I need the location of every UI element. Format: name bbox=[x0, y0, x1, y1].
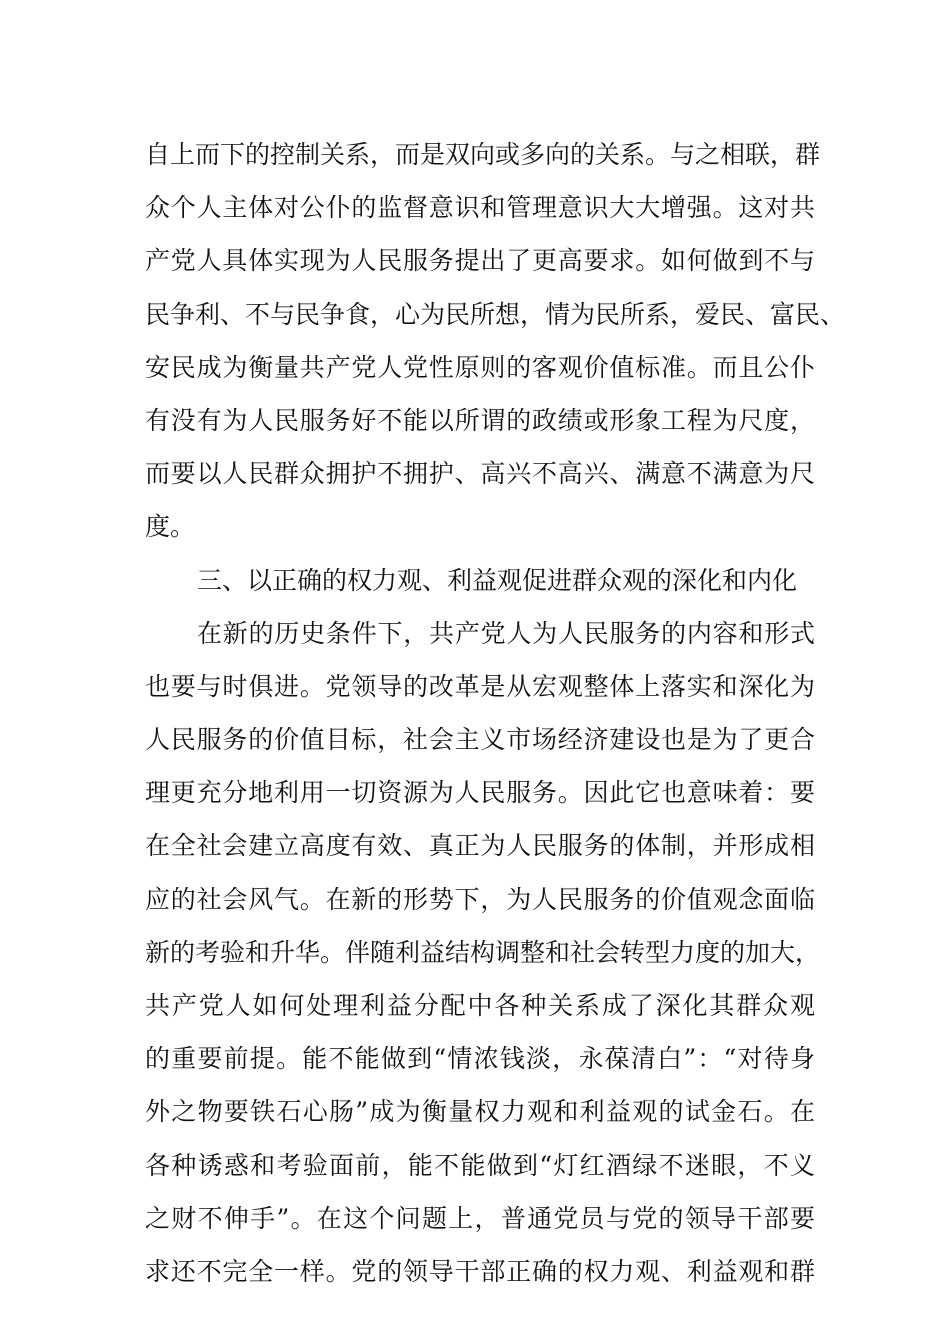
text-line: 共产党人如何处理利益分配中各种关系成了深化其群众观 bbox=[145, 991, 815, 1020]
text-line: 三、以正确的权力观、利益观促进群众观的深化和内化 bbox=[197, 565, 798, 595]
text-line: 安民成为衡量共产党人党性原则的客观价值标准。而且公仆 bbox=[145, 352, 815, 382]
text-line: 度。 bbox=[145, 512, 196, 542]
text-line: 在全社会建立高度有效、真正为人民服务的体制，并形成相 bbox=[145, 831, 815, 861]
text-line: 在新的历史条件下，共产党人为人民服务的内容和形式 bbox=[197, 618, 815, 648]
text-line: 产党人具体实现为人民服务提出了更高要求。如何做到不与 bbox=[145, 246, 815, 276]
text-line: 应的社会风气。在新的形势下，为人民服务的价值观念面临 bbox=[145, 884, 815, 914]
text-line: 外之物要铁石心肠”成为衡量权力观和利益观的试金石。在 bbox=[145, 1097, 815, 1127]
body-text bbox=[145, 128, 846, 1298]
text-line: 新的考验和升华。伴随利益结构调整和社会转型力度的加大， bbox=[145, 937, 821, 967]
text-line: 自上而下的控制关系，而是双向或多向的关系。与之相联，群 bbox=[145, 140, 821, 169]
text-line: 人民服务的价值目标，社会主义市场经济建设也是为了更合 bbox=[145, 725, 815, 755]
text-line: 众个人主体对公仆的监督意识和管理意识大大增强。这对共 bbox=[145, 193, 815, 223]
text-line: 理更充分地利用一切资源为人民服务。因此它也意味着：要 bbox=[145, 778, 815, 808]
text-line: 也要与时俱进。党领导的改革是从宏观整体上落实和深化为 bbox=[145, 671, 815, 701]
text-line: 而要以人民群众拥护不拥护、高兴不高兴、满意不满意为尺 bbox=[145, 459, 815, 489]
text-line: 求还不完全一样。党的领导干部正确的权力观、利益观和群 bbox=[145, 1256, 815, 1286]
text-line: 的重要前提。能不能做到“情浓钱淡，永葆清白”：“对待身 bbox=[145, 1044, 815, 1074]
text-line: 之财不伸手”。在这个问题上，普通党员与党的领导干部要 bbox=[145, 1203, 815, 1233]
text-line: 有没有为人民服务好不能以所谓的政绩或形象工程为尺度， bbox=[145, 405, 815, 435]
text-line: 民争利、不与民争食，心为民所想，情为民所系，爱民、富民、 bbox=[145, 299, 846, 329]
text-line: 各种诱惑和考验面前，能不能做到“灯红酒绿不迷眼，不义 bbox=[145, 1150, 815, 1180]
